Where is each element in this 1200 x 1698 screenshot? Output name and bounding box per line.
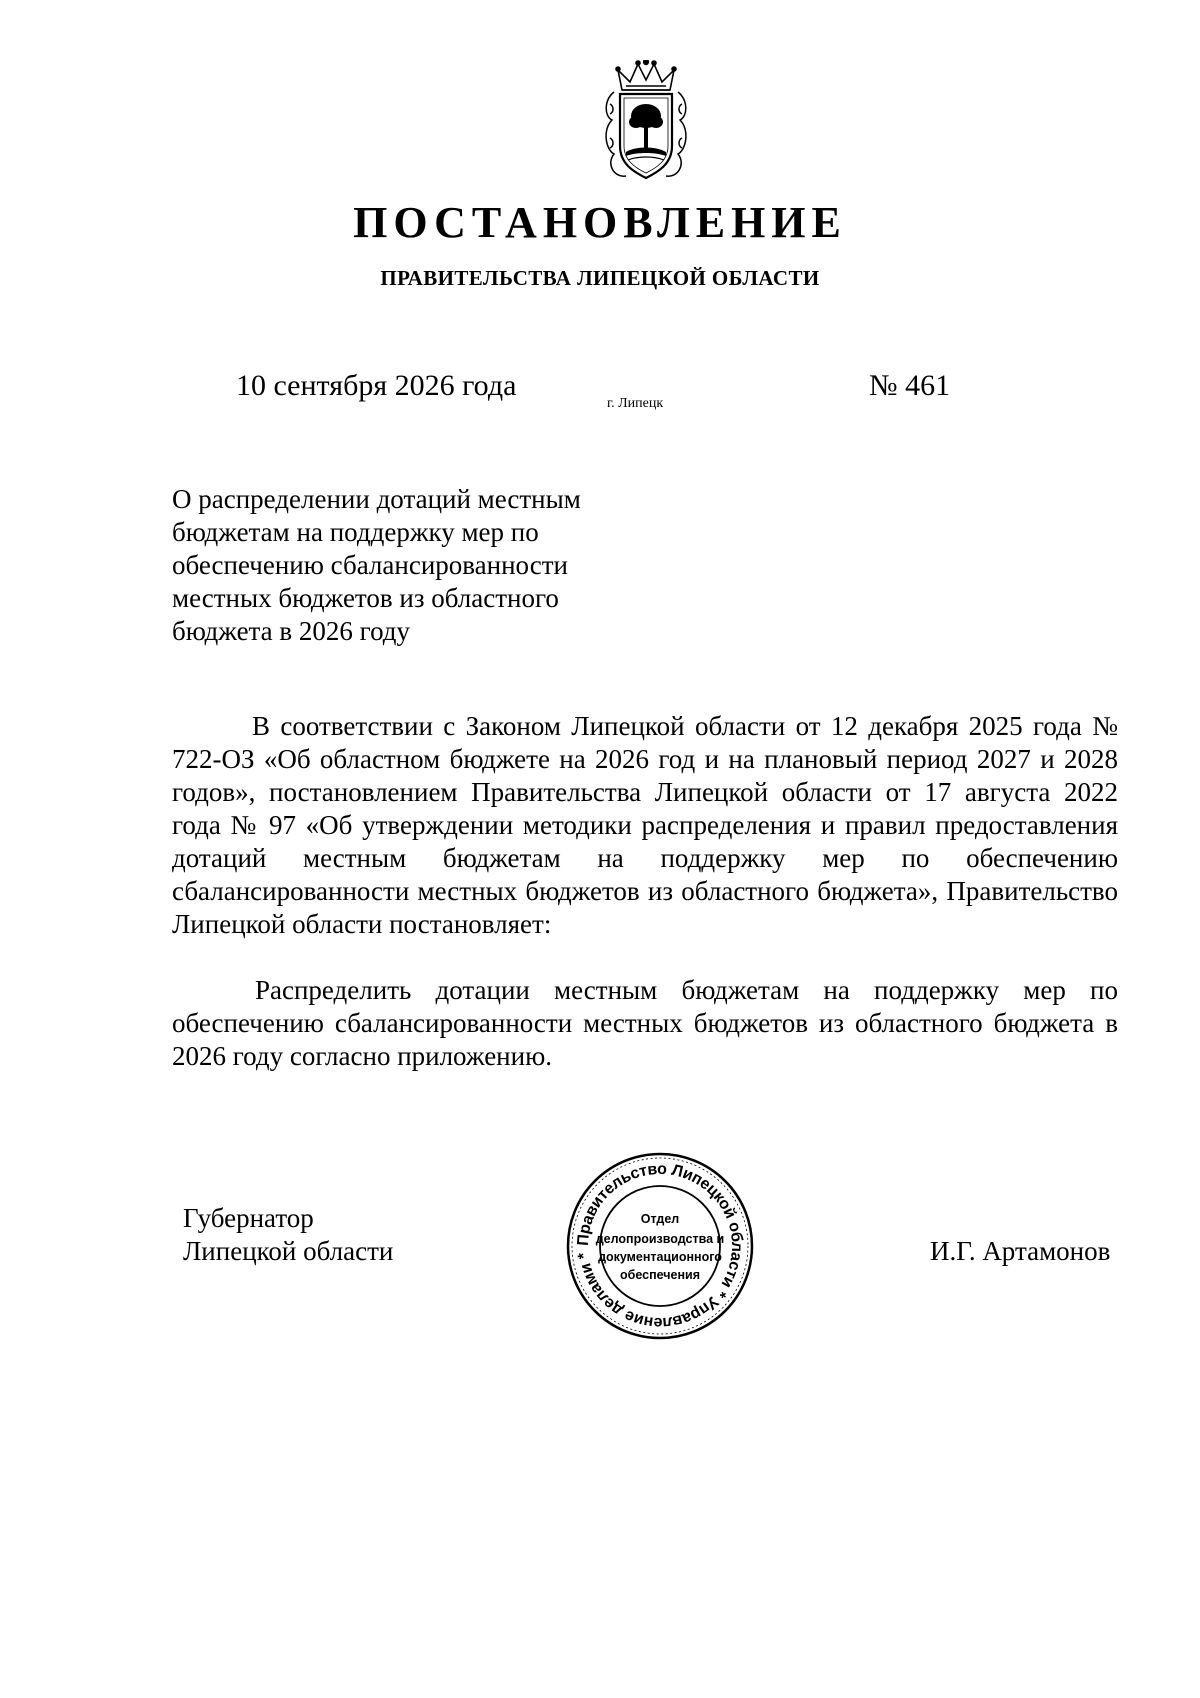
document-date: 10 сентября 2026 года: [236, 369, 517, 402]
subject-line: обеспечению сбалансированности: [172, 550, 568, 580]
body-paragraph-resolution: Распределить дотации местным бюджетам на поддержку мер по обеспечению сбалансированности местных бюджетов из областного бюджета в 2026 году согласно приложению.: [172, 975, 1118, 1071]
coat-of-arms-icon: [600, 60, 692, 186]
signer-position: [183, 1202, 393, 1268]
signer-name: И.Г. Артамонов: [930, 1236, 1111, 1266]
official-stamp-icon: [565, 1151, 755, 1341]
document-subtitle: ПРАВИТЕЛЬСТВА ЛИПЕЦКОЙ ОБЛАСТИ: [380, 266, 820, 290]
subject-line: бюджетам на поддержку мер по: [172, 517, 539, 547]
signer-position-line: Липецкой области: [183, 1236, 394, 1266]
stamp-center-line: обеспечения: [619, 1268, 701, 1282]
stamp-ring-text: Правительство Липецкой области * Управление делами *: [574, 1160, 746, 1332]
signer-position-line: Губернатор: [183, 1203, 314, 1233]
subject-line: О распределении дотаций местным: [172, 484, 581, 514]
stamp-center-line: документационного: [598, 1250, 722, 1264]
document-title: ПОСТАНОВЛЕНИЕ: [353, 198, 847, 247]
stamp-center-line: Отдел: [640, 1212, 680, 1226]
document-number: № 461: [869, 369, 951, 402]
subject-line: бюджета в 2026 году: [172, 616, 411, 646]
body-paragraph-preamble: В соответствии с Законом Липецкой области от 12 декабря 2025 года № 722-ОЗ «Об областном бюджете на 2026 год и на плановый период 2027 и 2028 годов», постановлением Правительства Липецкой области от 17 августа 2022 года № 97 «Об утверждении методики распределения и правил предоставления дотаций местным бюджетам на поддержку мер по обеспечению сбалансированности местных бюджетов из областного бюджета», Правительство Липецкой области постановляет:: [172, 711, 1118, 939]
stamp-center-line: делопроизводства и: [595, 1232, 725, 1246]
document-subject: [172, 483, 642, 648]
document-city: г. Липецк: [607, 396, 664, 411]
subject-line: местных бюджетов из областного: [172, 583, 559, 613]
